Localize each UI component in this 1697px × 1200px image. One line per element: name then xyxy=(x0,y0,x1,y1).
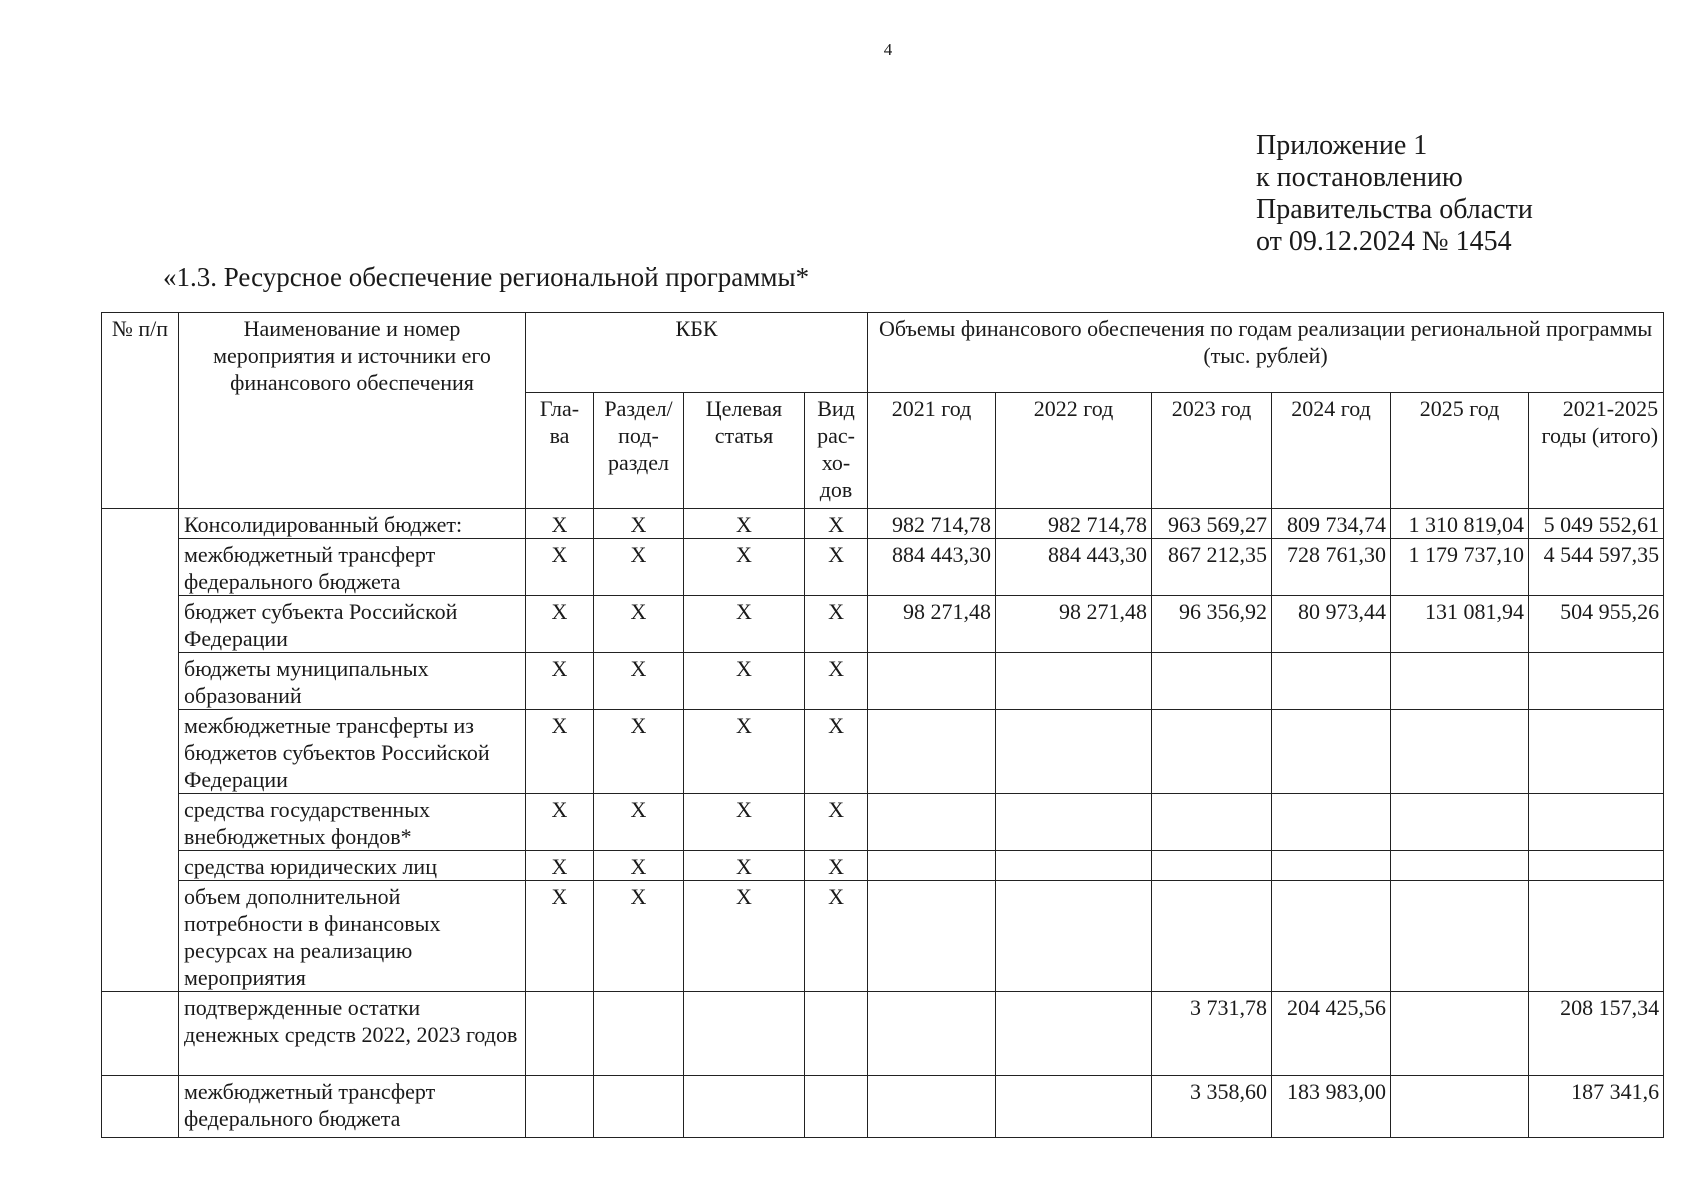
row-name: межбюджетные трансферты из бюджетов субъектов Российской Федерации xyxy=(179,710,526,794)
header-year-2022: 2022 год xyxy=(996,393,1152,509)
table-row xyxy=(102,992,1664,1076)
value-2025 xyxy=(1391,794,1529,851)
value-2023: 3 731,78 xyxy=(1152,992,1272,1076)
table-row xyxy=(102,851,1664,881)
kbk-celevaya xyxy=(684,992,805,1076)
value-total xyxy=(1529,710,1664,794)
appendix-line: Приложение 1 xyxy=(1256,130,1428,161)
row-name: бюджеты муниципальных образований xyxy=(179,653,526,710)
value-2023: 3 358,60 xyxy=(1152,1076,1272,1138)
kbk-razdel: X xyxy=(594,509,684,539)
kbk-razdel: X xyxy=(594,596,684,653)
value-total xyxy=(1529,881,1664,992)
row-name: средства государственных внебюджетных фондов* xyxy=(179,794,526,851)
kbk-vid: X xyxy=(805,710,868,794)
value-total xyxy=(1529,851,1664,881)
header-year-2023: 2023 год xyxy=(1152,393,1272,509)
kbk-glava: X xyxy=(526,710,594,794)
value-total xyxy=(1529,794,1664,851)
value-2025: 1 179 737,10 xyxy=(1391,539,1529,596)
kbk-vid: X xyxy=(805,653,868,710)
value-2023 xyxy=(1152,851,1272,881)
kbk-glava: X xyxy=(526,596,594,653)
kbk-vid: X xyxy=(805,794,868,851)
value-2024: 204 425,56 xyxy=(1272,992,1391,1076)
value-2022 xyxy=(996,710,1152,794)
kbk-glava: X xyxy=(526,509,594,539)
row-name: Консолидированный бюджет: xyxy=(179,509,526,539)
appendix-block xyxy=(1256,130,1533,258)
value-2021 xyxy=(868,794,996,851)
kbk-razdel: X xyxy=(594,881,684,992)
value-2023: 963 569,27 xyxy=(1152,509,1272,539)
value-2021: 884 443,30 xyxy=(868,539,996,596)
value-2024 xyxy=(1272,653,1391,710)
section-title: «1.3. Ресурсное обеспечение региональной программы* xyxy=(163,262,810,292)
kbk-glava xyxy=(526,992,594,1076)
appendix-line: к постановлению xyxy=(1256,162,1463,193)
value-2025: 131 081,94 xyxy=(1391,596,1529,653)
row-name: объем дополнительной потребности в финансовых ресурсах на реализацию мероприятия xyxy=(179,881,526,992)
value-2024 xyxy=(1272,710,1391,794)
value-2021: 982 714,78 xyxy=(868,509,996,539)
value-2024: 809 734,74 xyxy=(1272,509,1391,539)
header-kbk: КБК xyxy=(526,313,868,393)
value-2023 xyxy=(1152,710,1272,794)
table-row xyxy=(102,1076,1664,1138)
value-2021 xyxy=(868,1076,996,1138)
value-2021 xyxy=(868,653,996,710)
value-total: 5 049 552,61 xyxy=(1529,509,1664,539)
value-total: 504 955,26 xyxy=(1529,596,1664,653)
value-2022 xyxy=(996,794,1152,851)
table-row xyxy=(102,509,1664,539)
kbk-glava xyxy=(526,1076,594,1138)
row-name: межбюджетный трансферт федерального бюджета xyxy=(179,539,526,596)
table-row xyxy=(102,881,1664,992)
header-year-2025: 2025 год xyxy=(1391,393,1529,509)
kbk-vid xyxy=(805,992,868,1076)
value-2022 xyxy=(996,992,1152,1076)
kbk-celevaya: X xyxy=(684,794,805,851)
table-row xyxy=(102,794,1664,851)
value-total xyxy=(1529,653,1664,710)
kbk-razdel: X xyxy=(594,539,684,596)
kbk-vid: X xyxy=(805,881,868,992)
value-2025: 1 310 819,04 xyxy=(1391,509,1529,539)
table-row xyxy=(102,653,1664,710)
kbk-celevaya: X xyxy=(684,710,805,794)
value-2025 xyxy=(1391,851,1529,881)
kbk-razdel: X xyxy=(594,851,684,881)
value-2024: 80 973,44 xyxy=(1272,596,1391,653)
page-number: 4 xyxy=(883,40,893,59)
table-row xyxy=(102,710,1664,794)
value-2023: 96 356,92 xyxy=(1152,596,1272,653)
value-2022 xyxy=(996,851,1152,881)
kbk-celevaya xyxy=(684,1076,805,1138)
kbk-razdel: X xyxy=(594,794,684,851)
kbk-vid: X xyxy=(805,851,868,881)
kbk-glava: X xyxy=(526,851,594,881)
header-razdel: Раздел/ под-раздел xyxy=(594,393,684,509)
kbk-glava: X xyxy=(526,794,594,851)
header-total: 2021-2025 годы (итого) xyxy=(1529,393,1664,509)
value-2021: 98 271,48 xyxy=(868,596,996,653)
row-name: средства юридических лиц xyxy=(179,851,526,881)
header-name: Наименование и номер мероприятия и источники его финансового обеспечения xyxy=(179,313,526,509)
value-2023 xyxy=(1152,794,1272,851)
kbk-glava: X xyxy=(526,653,594,710)
value-2024: 728 761,30 xyxy=(1272,539,1391,596)
kbk-razdel: X xyxy=(594,653,684,710)
kbk-celevaya: X xyxy=(684,596,805,653)
value-2022 xyxy=(996,881,1152,992)
value-2022 xyxy=(996,653,1152,710)
value-2025 xyxy=(1391,1076,1529,1138)
value-2022: 884 443,30 xyxy=(996,539,1152,596)
header-glava: Гла-ва xyxy=(526,393,594,509)
value-2022: 98 271,48 xyxy=(996,596,1152,653)
kbk-glava: X xyxy=(526,881,594,992)
table-row xyxy=(102,539,1664,596)
value-2021 xyxy=(868,881,996,992)
header-year-2021: 2021 год xyxy=(868,393,996,509)
value-2024: 183 983,00 xyxy=(1272,1076,1391,1138)
value-total: 208 157,34 xyxy=(1529,992,1664,1076)
value-2022: 982 714,78 xyxy=(996,509,1152,539)
value-2024 xyxy=(1272,851,1391,881)
value-total: 187 341,6 xyxy=(1529,1076,1664,1138)
kbk-glava: X xyxy=(526,539,594,596)
kbk-celevaya: X xyxy=(684,881,805,992)
value-2023 xyxy=(1152,653,1272,710)
kbk-celevaya: X xyxy=(684,539,805,596)
value-2024 xyxy=(1272,881,1391,992)
kbk-celevaya: X xyxy=(684,653,805,710)
kbk-celevaya: X xyxy=(684,509,805,539)
table-row xyxy=(102,596,1664,653)
value-2024 xyxy=(1272,794,1391,851)
value-2025 xyxy=(1391,992,1529,1076)
resource-table xyxy=(101,312,1664,1138)
appendix-line: Правительства области xyxy=(1256,194,1533,225)
header-year-2024: 2024 год xyxy=(1272,393,1391,509)
kbk-razdel xyxy=(594,992,684,1076)
value-2022 xyxy=(996,1076,1152,1138)
value-2021 xyxy=(868,992,996,1076)
header-volumes: Объемы финансового обеспечения по годам реализации региональной программы (тыс. рублей) xyxy=(868,313,1664,393)
value-2025 xyxy=(1391,653,1529,710)
header-celevaya: Целевая статья xyxy=(684,393,805,509)
value-2025 xyxy=(1391,881,1529,992)
header-num: № п/п xyxy=(102,313,179,509)
row-name: межбюджетный трансферт федерального бюджета xyxy=(179,1076,526,1138)
row-number-cell xyxy=(102,992,179,1076)
row-number-cell xyxy=(102,1076,179,1138)
kbk-vid: X xyxy=(805,596,868,653)
row-name: подтвержденные остатки денежных средств 2022, 2023 годов xyxy=(179,992,526,1076)
value-2021 xyxy=(868,710,996,794)
value-2023 xyxy=(1152,881,1272,992)
kbk-vid: X xyxy=(805,509,868,539)
kbk-vid: X xyxy=(805,539,868,596)
kbk-razdel: X xyxy=(594,710,684,794)
value-2023: 867 212,35 xyxy=(1152,539,1272,596)
value-total: 4 544 597,35 xyxy=(1529,539,1664,596)
kbk-vid xyxy=(805,1076,868,1138)
kbk-razdel xyxy=(594,1076,684,1138)
header-vid: Вид рас-хо-дов xyxy=(805,393,868,509)
value-2021 xyxy=(868,851,996,881)
appendix-line: от 09.12.2024 № 1454 xyxy=(1256,226,1512,257)
row-name: бюджет субъекта Российской Федерации xyxy=(179,596,526,653)
value-2025 xyxy=(1391,710,1529,794)
row-number-cell xyxy=(102,509,179,992)
kbk-celevaya: X xyxy=(684,851,805,881)
